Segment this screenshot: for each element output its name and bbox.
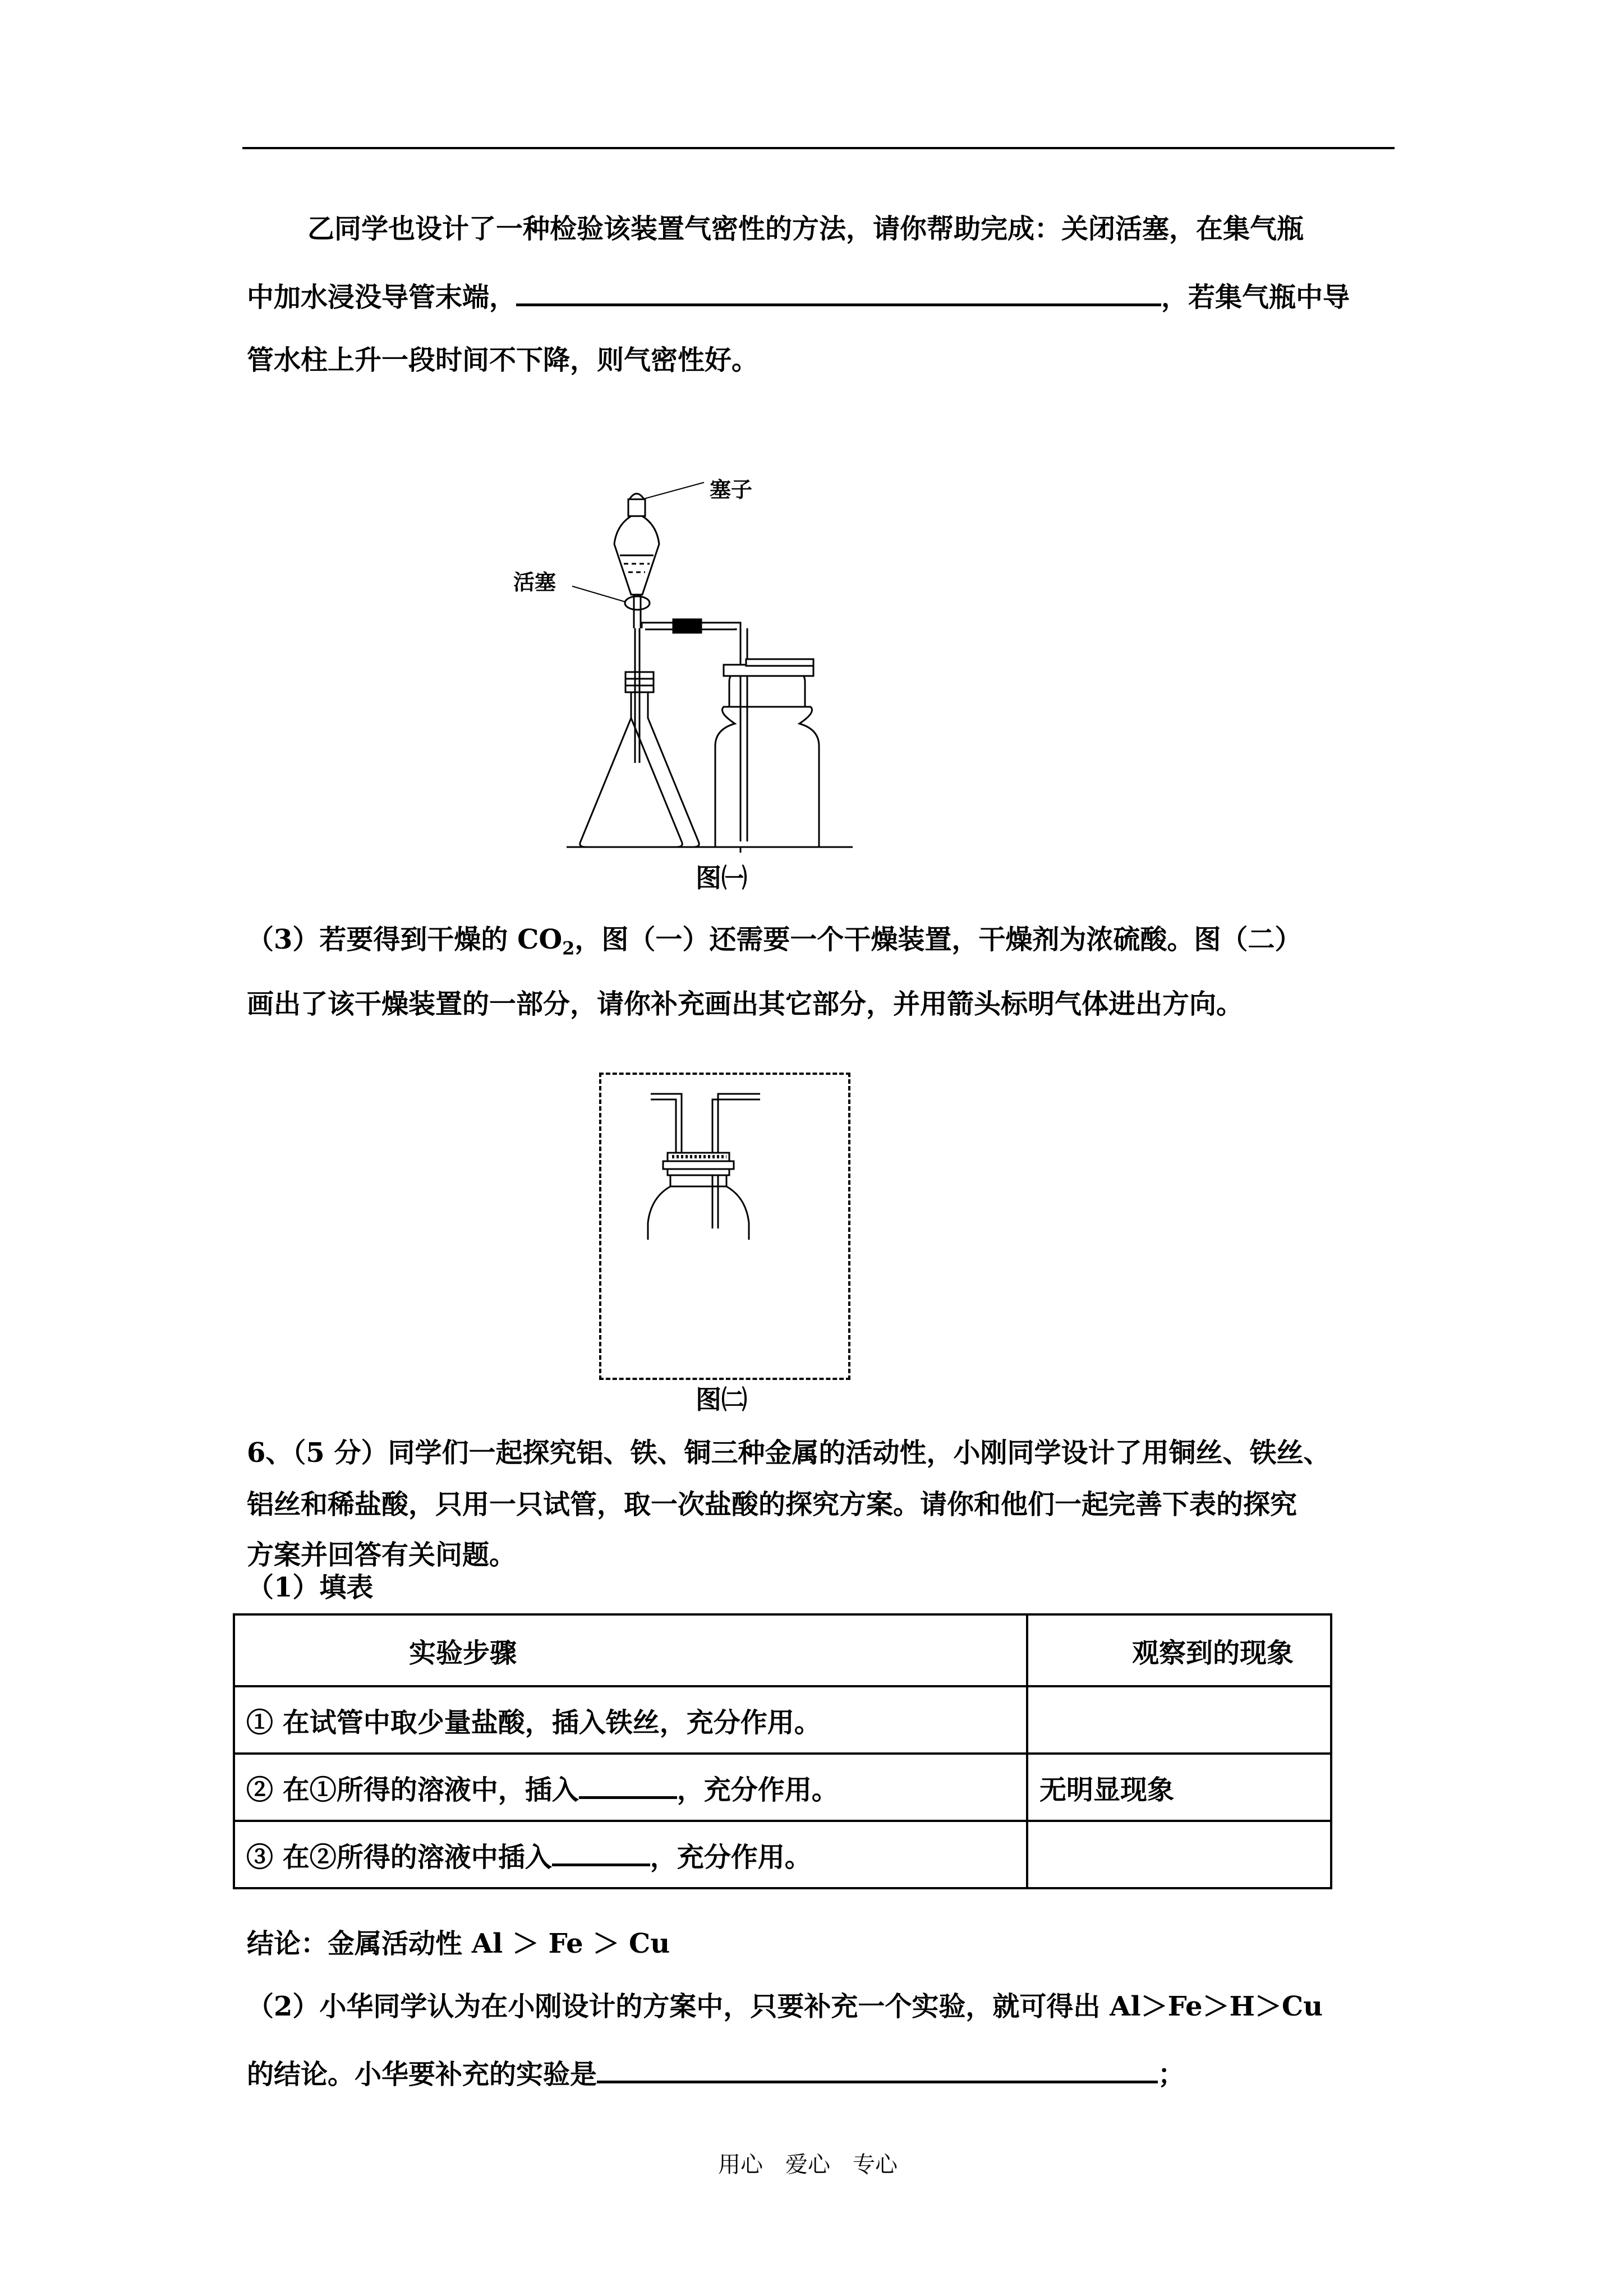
answer-blank-2[interactable] [597,2055,1158,2083]
row-3-step [234,1821,1027,1888]
answer-blank-1[interactable] [516,278,1161,306]
experiment-table [233,1613,1332,1889]
footer-text: 用心 爱心 专心 [718,2152,898,2178]
header-observation: 观察到的现象 [1027,1614,1331,1686]
table-row [234,1686,1331,1754]
row-1-step: ① 在试管中取少量盐酸，插入铁丝，充分作用。 [234,1686,1027,1754]
row-2-step-end: ，充分作用。 [677,1774,839,1806]
header-rule [242,147,1395,149]
row-3-step-start: ③ 在②所得的溶液中插入 [246,1841,552,1873]
question-6-line-2: 铝丝和稀盐酸，只用一只试管，取一次盐酸的探究方案。请你和他们一起完善下表的探究 [247,1489,1298,1520]
question-3-line-1-end: ，图（一）还需要一个干燥装置，干燥剂为浓硫酸。图（二） [574,924,1302,955]
question-6-sub-2-line-2 [247,2055,1185,2091]
question-3-line-2: 画出了该干燥装置的一部分，请你补充画出其它部分，并用箭头标明气体进出方向。 [247,988,1244,1020]
row-3-observation[interactable] [1027,1821,1331,1888]
table-row [234,1821,1331,1888]
question-6-sub-1-label: （1）填表 [247,1572,374,1603]
question-6-sub-2-line-2-end: ； [1158,2059,1185,2090]
question-6-line-3: 方案并回答有关问题。 [247,1539,517,1571]
label-valve: 活塞 [513,569,556,595]
drying-bottle-partial [645,1088,791,1245]
question-6-sub-2-line-1: （2）小华同学认为在小刚设计的方案中，只要补充一个实验，就可得出 Al＞Fe＞H＞Cu [247,1991,1323,2022]
paragraph-line-2 [247,278,1350,314]
table-header-row [234,1614,1331,1686]
paragraph-line-2-end: ，若集气瓶中导 [1161,282,1350,313]
question-6-line-1: 6、（5 分）同学们一起探究铝、铁、铜三种金属的活动性，小刚同学设计了用铜丝、铁丝、 [247,1437,1331,1469]
figure-2-caption: 图㈡ [696,1384,747,1415]
figure-1-caption: 图㈠ [696,863,747,893]
table-row [234,1754,1331,1821]
row-3-step-end: ，充分作用。 [650,1841,812,1873]
row-1-observation[interactable] [1027,1686,1331,1754]
row-2-step [234,1754,1027,1821]
header-step: 实验步骤 [234,1614,1027,1686]
row-2-observation: 无明显现象 [1027,1754,1331,1821]
paragraph-line-2-start: 中加水浸没导管末端， [247,282,517,313]
row-2-step-start: ② 在①所得的溶液中，插入 [246,1774,579,1806]
question-3-line-1 [247,923,1302,959]
question-6-sub-2-line-2-start: 的结论。小华要补充的实验是 [247,2059,597,2090]
question-3-line-1-start: （3）若要得到干燥的 CO [247,924,563,955]
co2-subscript: 2 [562,937,575,959]
apparatus-figure-1 [505,460,898,853]
label-stopper: 塞子 [710,477,753,502]
row-2-blank[interactable] [579,1770,677,1799]
paragraph-line-1: 乙同学也设计了一种检验该装置气密性的方法，请你帮助完成：关闭活塞，在集气瓶 [307,213,1304,245]
conclusion: 结论：金属活动性 Al ＞ Fe ＞ Cu [247,1928,670,1959]
row-3-blank[interactable] [552,1838,650,1866]
paragraph-line-3: 管水柱上升一段时间不下降，则气密性好。 [247,344,759,376]
